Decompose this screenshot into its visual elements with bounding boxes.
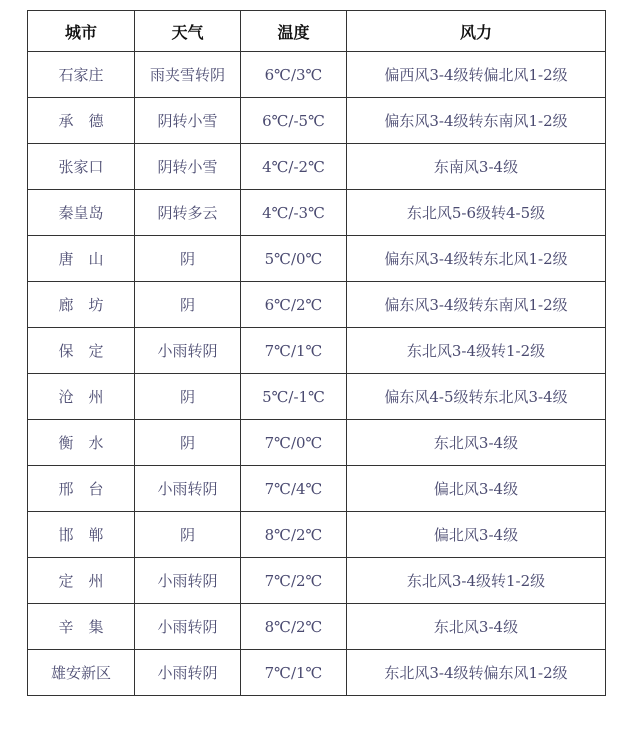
cell-city: 唐 山 bbox=[28, 236, 135, 282]
cell-city: 邯 郸 bbox=[28, 512, 135, 558]
cell-wind: 偏东风3-4级转东北风1-2级 bbox=[347, 236, 606, 282]
cell-city: 沧 州 bbox=[28, 374, 135, 420]
header-temperature: 温度 bbox=[241, 11, 347, 52]
table-row bbox=[28, 98, 606, 144]
cell-weather: 雨夹雪转阴 bbox=[135, 52, 241, 98]
table-row bbox=[28, 328, 606, 374]
cell-wind: 东北风3-4级转1-2级 bbox=[347, 558, 606, 604]
cell-city: 邢 台 bbox=[28, 466, 135, 512]
table-row bbox=[28, 282, 606, 328]
cell-wind: 偏北风3-4级 bbox=[347, 466, 606, 512]
cell-wind: 东南风3-4级 bbox=[347, 144, 606, 190]
cell-temperature: 6℃/3℃ bbox=[241, 52, 347, 98]
cell-city: 秦皇岛 bbox=[28, 190, 135, 236]
cell-city: 雄安新区 bbox=[28, 650, 135, 696]
cell-weather: 小雨转阴 bbox=[135, 558, 241, 604]
cell-wind: 偏北风3-4级 bbox=[347, 512, 606, 558]
cell-city: 保 定 bbox=[28, 328, 135, 374]
cell-wind: 偏东风4-5级转东北风3-4级 bbox=[347, 374, 606, 420]
cell-weather: 阴转小雪 bbox=[135, 98, 241, 144]
cell-temperature: 4℃/-3℃ bbox=[241, 190, 347, 236]
cell-city: 衡 水 bbox=[28, 420, 135, 466]
table-row bbox=[28, 558, 606, 604]
cell-wind: 偏西风3-4级转偏北风1-2级 bbox=[347, 52, 606, 98]
table-row bbox=[28, 650, 606, 696]
cell-temperature: 7℃/4℃ bbox=[241, 466, 347, 512]
cell-temperature: 6℃/2℃ bbox=[241, 282, 347, 328]
cell-wind: 偏东风3-4级转东南风1-2级 bbox=[347, 282, 606, 328]
table-row bbox=[28, 512, 606, 558]
cell-weather: 小雨转阴 bbox=[135, 466, 241, 512]
cell-wind: 东北风3-4级 bbox=[347, 420, 606, 466]
cell-temperature: 7℃/1℃ bbox=[241, 650, 347, 696]
cell-weather: 阴 bbox=[135, 236, 241, 282]
cell-weather: 阴 bbox=[135, 512, 241, 558]
table-row bbox=[28, 144, 606, 190]
table-row bbox=[28, 236, 606, 282]
cell-wind: 东北风3-4级 bbox=[347, 604, 606, 650]
cell-weather: 小雨转阴 bbox=[135, 328, 241, 374]
cell-weather: 小雨转阴 bbox=[135, 650, 241, 696]
cell-temperature: 5℃/-1℃ bbox=[241, 374, 347, 420]
cell-city: 承 德 bbox=[28, 98, 135, 144]
cell-temperature: 7℃/1℃ bbox=[241, 328, 347, 374]
cell-weather: 阴转多云 bbox=[135, 190, 241, 236]
cell-temperature: 6℃/-5℃ bbox=[241, 98, 347, 144]
cell-city: 辛 集 bbox=[28, 604, 135, 650]
header-city: 城市 bbox=[28, 11, 135, 52]
table-header-row bbox=[28, 11, 606, 52]
cell-temperature: 7℃/0℃ bbox=[241, 420, 347, 466]
table-row bbox=[28, 374, 606, 420]
cell-weather: 阴 bbox=[135, 374, 241, 420]
cell-temperature: 8℃/2℃ bbox=[241, 512, 347, 558]
table-row bbox=[28, 190, 606, 236]
table-row bbox=[28, 466, 606, 512]
cell-wind: 偏东风3-4级转东南风1-2级 bbox=[347, 98, 606, 144]
table-row bbox=[28, 52, 606, 98]
cell-wind: 东北风3-4级转1-2级 bbox=[347, 328, 606, 374]
cell-temperature: 7℃/2℃ bbox=[241, 558, 347, 604]
cell-weather: 小雨转阴 bbox=[135, 604, 241, 650]
cell-city: 张家口 bbox=[28, 144, 135, 190]
cell-city: 定 州 bbox=[28, 558, 135, 604]
cell-temperature: 5℃/0℃ bbox=[241, 236, 347, 282]
cell-wind: 东北风5-6级转4-5级 bbox=[347, 190, 606, 236]
header-weather: 天气 bbox=[135, 11, 241, 52]
cell-temperature: 8℃/2℃ bbox=[241, 604, 347, 650]
cell-weather: 阴 bbox=[135, 282, 241, 328]
table-body bbox=[28, 52, 606, 696]
table-row bbox=[28, 604, 606, 650]
table-row bbox=[28, 420, 606, 466]
cell-wind: 东北风3-4级转偏东风1-2级 bbox=[347, 650, 606, 696]
cell-city: 廊 坊 bbox=[28, 282, 135, 328]
header-wind: 风力 bbox=[347, 11, 606, 52]
cell-temperature: 4℃/-2℃ bbox=[241, 144, 347, 190]
cell-weather: 阴 bbox=[135, 420, 241, 466]
cell-weather: 阴转小雪 bbox=[135, 144, 241, 190]
weather-forecast-table bbox=[27, 10, 606, 696]
cell-city: 石家庄 bbox=[28, 52, 135, 98]
